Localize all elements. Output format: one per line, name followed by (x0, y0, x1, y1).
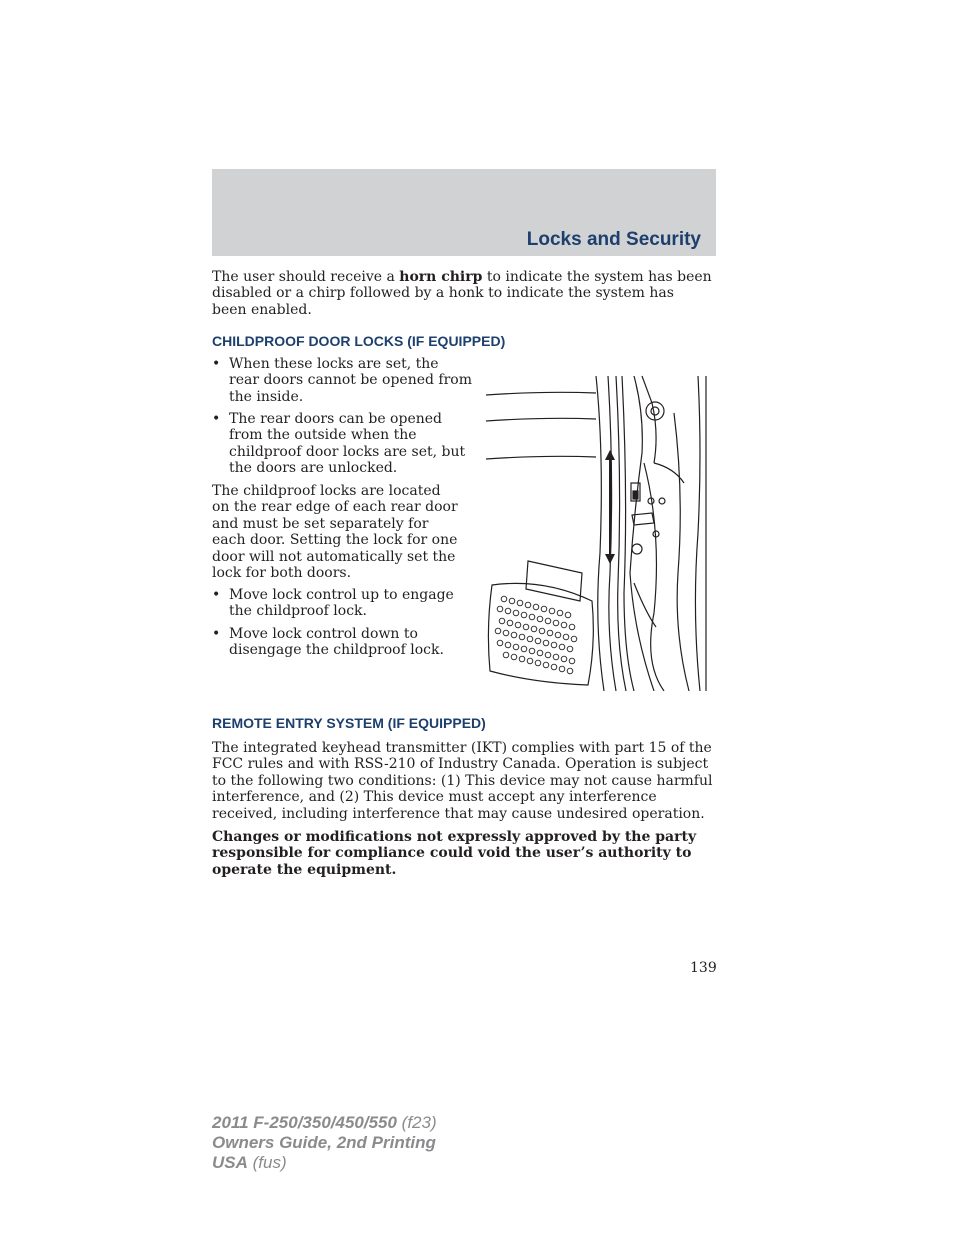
footer-guide: Owners Guide, 2nd Printing (212, 1133, 436, 1152)
bullet-dot: • (212, 411, 221, 427)
bullet-text: When these locks are set, the rear doors cannot be opened from the inside. (229, 356, 473, 405)
intro-paragraph (212, 269, 712, 318)
bullet-text: Move lock control up to engage the childproof lock. (229, 587, 454, 620)
page-number: 139 (690, 960, 717, 976)
childproof-bullet-2 (212, 411, 472, 477)
footer-model-code: (f23) (396, 1113, 437, 1132)
bullet-text: Move lock control down to disengage the childproof lock. (229, 626, 444, 659)
document-footer (212, 1113, 437, 1173)
childproof-bullet-1 (212, 356, 472, 405)
bullet-dot: • (212, 356, 221, 372)
childproof-bullet-3 (212, 587, 472, 620)
childproof-lock-illustration (484, 373, 714, 691)
childproof-heading: CHILDPROOF DOOR LOCKS (IF EQUIPPED) (212, 333, 506, 349)
remote-entry-paragraph: The integrated keyhead transmitter (IKT) complies with part 15 of the FCC rules and with RSS-210 of Industry Canada. Operation is subject to the following two conditions: (1) This device may not cause harmful interference, and (2) This device must accept any interference received, including interference that may cause undesired operation. (212, 740, 713, 822)
footer-line-1 (212, 1113, 437, 1133)
footer-market: USA (212, 1153, 248, 1172)
childproof-bullet-4 (212, 626, 472, 659)
bullet-text: The rear doors can be opened from the outside when the childproof door locks are set, but the doors are unlocked. (229, 411, 466, 477)
bullet-dot: • (212, 587, 221, 603)
section-title: Locks and Security (526, 229, 701, 250)
footer-model: 2011 F-250/350/450/550 (212, 1113, 397, 1132)
remote-entry-warning: Changes or modifications not expressly approved by the party responsible for compliance could void the user’s authority to operate the equipment. (212, 829, 697, 878)
footer-line-2 (212, 1133, 437, 1153)
section-header-band (212, 169, 716, 256)
intro-text-after: to indicate the system has been disabled or a chirp followed by a honk to indicate the system has been enabled. (212, 269, 712, 318)
intro-bold-text: horn chirp (399, 269, 483, 285)
remote-entry-heading: REMOTE ENTRY SYSTEM (IF EQUIPPED) (212, 715, 486, 731)
intro-text-before: The user should receive a (212, 269, 400, 285)
childproof-paragraph: The childproof locks are located on the rear edge of each rear door and must be set separately for each door. Setting the lock for one door will not automatically set the lock for both doors. (212, 483, 458, 582)
bullet-dot: • (212, 626, 221, 642)
footer-market-code: (fus) (247, 1153, 287, 1172)
footer-line-3 (212, 1153, 437, 1173)
